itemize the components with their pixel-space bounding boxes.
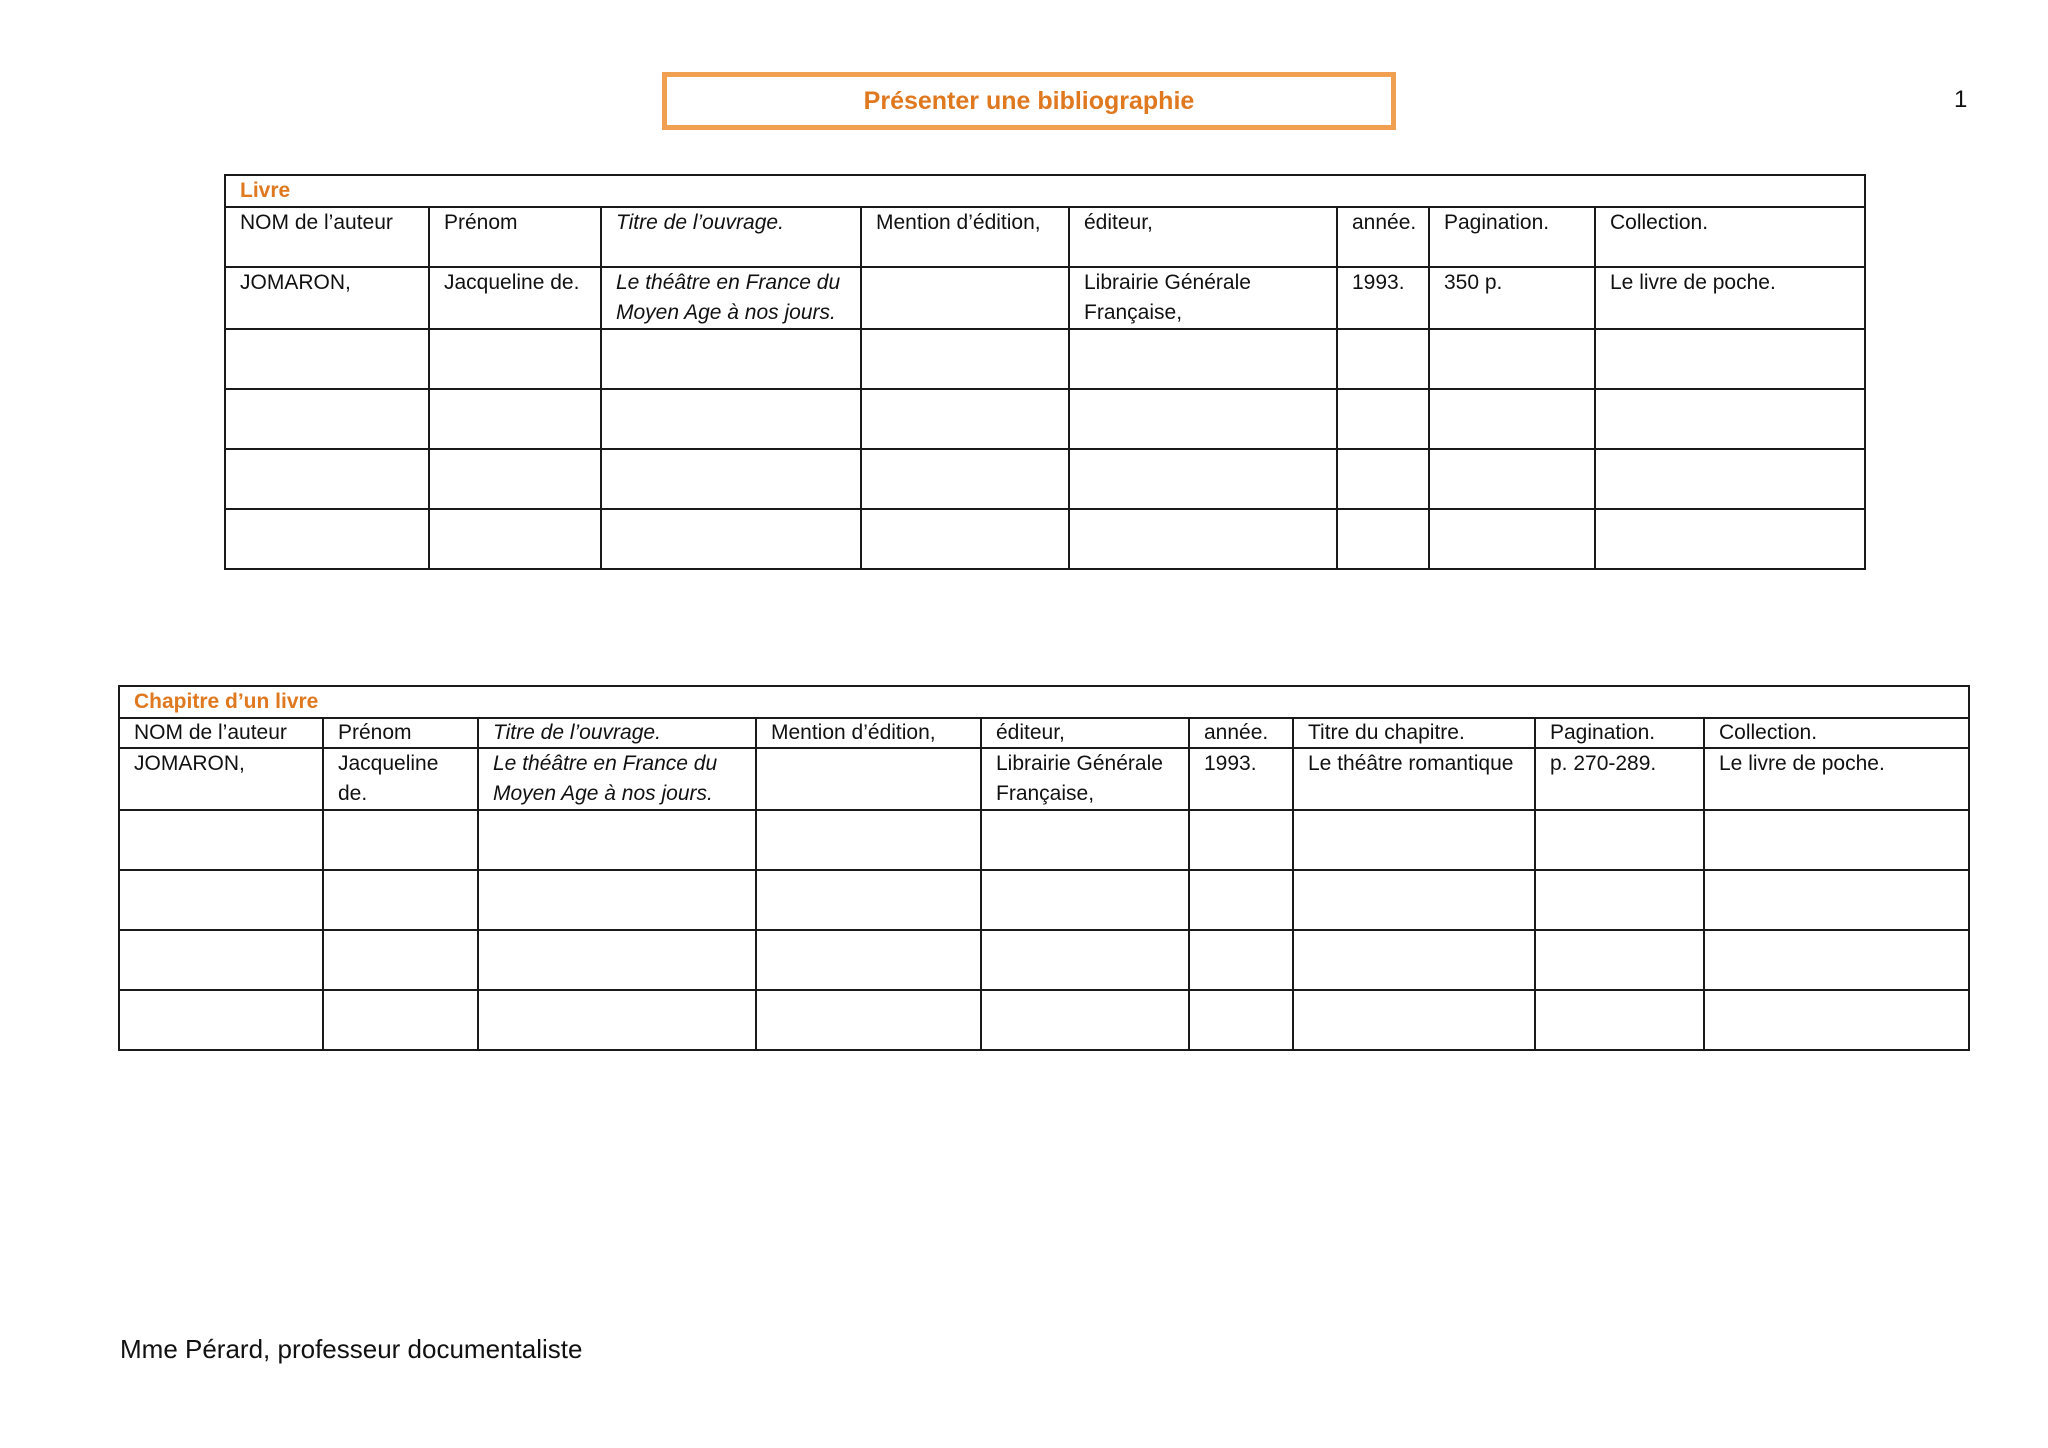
empty-cell[interactable] <box>225 329 429 389</box>
cell-work-title: Le théâtre en France du Moyen Age à nos jours. <box>478 748 756 810</box>
empty-cell[interactable] <box>1189 810 1293 870</box>
empty-cell[interactable] <box>1293 810 1535 870</box>
empty-cell[interactable] <box>429 449 601 509</box>
empty-cell[interactable] <box>601 509 861 569</box>
empty-cell[interactable] <box>323 810 478 870</box>
book-empty-row <box>225 329 1865 389</box>
header-firstname: Prénom <box>323 718 478 748</box>
empty-cell[interactable] <box>1293 990 1535 1050</box>
header-author: NOM de l’auteur <box>119 718 323 748</box>
empty-cell[interactable] <box>1069 509 1337 569</box>
empty-cell[interactable] <box>1595 389 1865 449</box>
cell-edition <box>756 748 981 810</box>
cell-year: 1993. <box>1337 267 1429 329</box>
empty-cell[interactable] <box>1429 449 1595 509</box>
empty-cell[interactable] <box>478 870 756 930</box>
header-edition: Mention d’édition, <box>756 718 981 748</box>
header-pagination: Pagination. <box>1535 718 1704 748</box>
empty-cell[interactable] <box>756 870 981 930</box>
empty-cell[interactable] <box>225 509 429 569</box>
book-empty-row <box>225 509 1865 569</box>
empty-cell[interactable] <box>1429 329 1595 389</box>
cell-pagination: p. 270-289. <box>1535 748 1704 810</box>
empty-cell[interactable] <box>1337 329 1429 389</box>
cell-collection: Le livre de poche. <box>1704 748 1969 810</box>
cell-edition <box>861 267 1069 329</box>
empty-cell[interactable] <box>601 389 861 449</box>
empty-cell[interactable] <box>225 449 429 509</box>
header-work-title: Titre de l’ouvrage. <box>478 718 756 748</box>
cell-publisher: Librairie Générale Française, <box>981 748 1189 810</box>
book-empty-row <box>225 449 1865 509</box>
page-title-text: Présenter une bibliographie <box>863 86 1195 115</box>
empty-cell[interactable] <box>1595 509 1865 569</box>
chapter-example-row <box>119 748 1969 810</box>
empty-cell[interactable] <box>861 449 1069 509</box>
empty-cell[interactable] <box>756 930 981 990</box>
book-table <box>224 174 1866 570</box>
empty-cell[interactable] <box>861 329 1069 389</box>
empty-cell[interactable] <box>1189 990 1293 1050</box>
empty-cell[interactable] <box>1704 930 1969 990</box>
header-collection: Collection. <box>1595 207 1865 267</box>
empty-cell[interactable] <box>119 990 323 1050</box>
empty-cell[interactable] <box>1595 449 1865 509</box>
cell-firstname: Jacqueline de. <box>323 748 478 810</box>
header-pagination: Pagination. <box>1429 207 1595 267</box>
empty-cell[interactable] <box>1069 449 1337 509</box>
empty-cell[interactable] <box>429 329 601 389</box>
empty-cell[interactable] <box>756 990 981 1050</box>
header-author: NOM de l’auteur <box>225 207 429 267</box>
empty-cell[interactable] <box>1535 810 1704 870</box>
book-header-row <box>225 207 1865 267</box>
empty-cell[interactable] <box>861 509 1069 569</box>
page-title <box>662 72 1396 130</box>
empty-cell[interactable] <box>323 990 478 1050</box>
header-publisher: éditeur, <box>1069 207 1337 267</box>
empty-cell[interactable] <box>1535 870 1704 930</box>
empty-cell[interactable] <box>1293 870 1535 930</box>
page-number: 1 <box>1954 86 1968 113</box>
chapter-section-title: Chapitre d’un livre <box>119 686 1969 718</box>
empty-cell[interactable] <box>1704 870 1969 930</box>
empty-cell[interactable] <box>119 930 323 990</box>
empty-cell[interactable] <box>1337 509 1429 569</box>
empty-cell[interactable] <box>119 870 323 930</box>
cell-chapter-title: Le théâtre romantique <box>1293 748 1535 810</box>
empty-cell[interactable] <box>478 930 756 990</box>
empty-cell[interactable] <box>225 389 429 449</box>
empty-cell[interactable] <box>981 870 1189 930</box>
header-chapter-title: Titre du chapitre. <box>1293 718 1535 748</box>
empty-cell[interactable] <box>981 810 1189 870</box>
empty-cell[interactable] <box>1069 329 1337 389</box>
chapter-empty-row <box>119 930 1969 990</box>
empty-cell[interactable] <box>1069 389 1337 449</box>
header-year: année. <box>1337 207 1429 267</box>
chapter-table <box>118 685 1970 1051</box>
empty-cell[interactable] <box>601 329 861 389</box>
chapter-header-row <box>119 718 1969 748</box>
header-publisher: éditeur, <box>981 718 1189 748</box>
cell-year: 1993. <box>1189 748 1293 810</box>
empty-cell[interactable] <box>478 990 756 1050</box>
book-empty-row <box>225 389 1865 449</box>
empty-cell[interactable] <box>861 389 1069 449</box>
empty-cell[interactable] <box>323 930 478 990</box>
book-example-row <box>225 267 1865 329</box>
empty-cell[interactable] <box>1293 930 1535 990</box>
chapter-empty-row <box>119 870 1969 930</box>
empty-cell[interactable] <box>1337 449 1429 509</box>
empty-cell[interactable] <box>1535 990 1704 1050</box>
empty-cell[interactable] <box>601 449 861 509</box>
cell-publisher: Librairie Générale Française, <box>1069 267 1337 329</box>
cell-pagination: 350 p. <box>1429 267 1595 329</box>
empty-cell[interactable] <box>1704 810 1969 870</box>
empty-cell[interactable] <box>1704 990 1969 1050</box>
empty-cell[interactable] <box>756 810 981 870</box>
empty-cell[interactable] <box>1535 930 1704 990</box>
cell-author: JOMARON, <box>225 267 429 329</box>
empty-cell[interactable] <box>981 930 1189 990</box>
empty-cell[interactable] <box>429 389 601 449</box>
empty-cell[interactable] <box>1429 509 1595 569</box>
empty-cell[interactable] <box>1429 389 1595 449</box>
empty-cell[interactable] <box>1337 389 1429 449</box>
empty-cell[interactable] <box>1595 329 1865 389</box>
header-work-title: Titre de l’ouvrage. <box>601 207 861 267</box>
chapter-empty-row <box>119 990 1969 1050</box>
cell-firstname: Jacqueline de. <box>429 267 601 329</box>
empty-cell[interactable] <box>478 810 756 870</box>
cell-collection: Le livre de poche. <box>1595 267 1865 329</box>
cell-author: JOMARON, <box>119 748 323 810</box>
empty-cell[interactable] <box>981 990 1189 1050</box>
footer-author: Mme Pérard, professeur documentaliste <box>120 1334 583 1364</box>
empty-cell[interactable] <box>1189 870 1293 930</box>
header-collection: Collection. <box>1704 718 1969 748</box>
empty-cell[interactable] <box>429 509 601 569</box>
header-edition: Mention d’édition, <box>861 207 1069 267</box>
cell-work-title: Le théâtre en France du Moyen Age à nos jours. <box>601 267 861 329</box>
chapter-empty-row <box>119 810 1969 870</box>
header-firstname: Prénom <box>429 207 601 267</box>
empty-cell[interactable] <box>1189 930 1293 990</box>
empty-cell[interactable] <box>323 870 478 930</box>
empty-cell[interactable] <box>119 810 323 870</box>
header-year: année. <box>1189 718 1293 748</box>
book-section-title: Livre <box>225 175 1865 207</box>
